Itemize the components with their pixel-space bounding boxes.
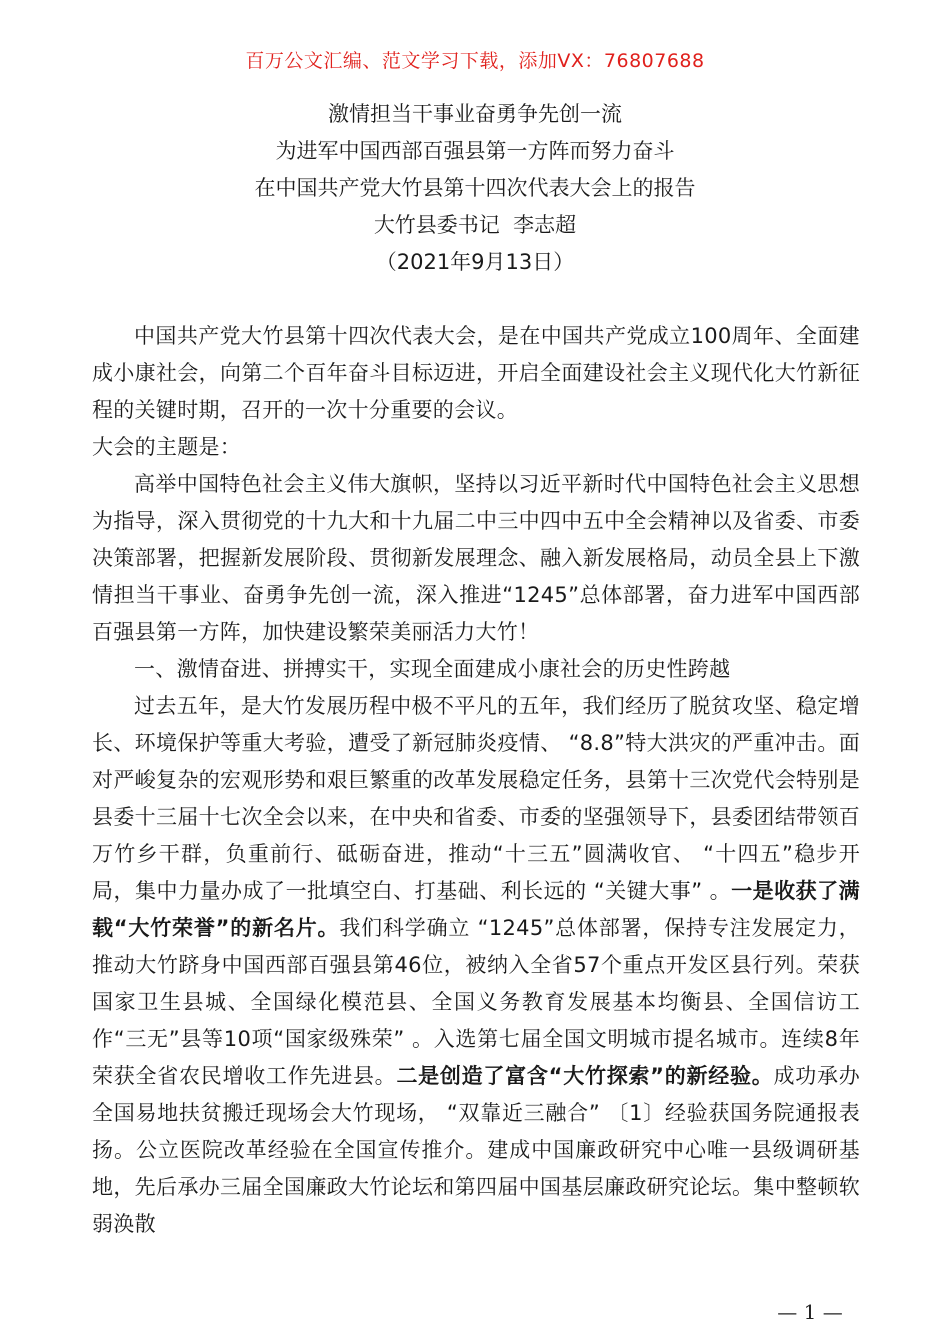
document-body bbox=[92, 318, 860, 1243]
watermark: 百万公文汇编、范文学习下载，添加VX：76807688 bbox=[245, 50, 705, 72]
highlight-2: 二是创造了富含“大竹探索”的新经验。 bbox=[396, 1064, 774, 1088]
review-text-a: 过去五年，是大竹发展历程中极不平凡的五年，我们经历了脱贫攻坚、稳定增长、环境保护等重大考验，遭受了新冠肺炎疫情、 “8.8”特大洪灾的严重冲击。面对严峻复杂的宏观形势和艰巨繁重的改革发展稳定任务，县第十三次党代会特别是县委十三届十七次全会以来，在中央和省委、市委的坚强领导下，县委团结带领百万竹乡干群，负重前行、砥砺奋进，推动“十三五”圆满收官、 “十四五”稳步开局，集中力量办成了一批填空白、打基础、利长远的 “关键大事” 。 bbox=[92, 694, 860, 903]
review-text-c: 我们科学确立 “1245”总体部署，保持专注发展定力，推动大竹跻身中国西部百强县第46位，被纳入全省57个重点开发区县行列。荣获国家卫生县城、全国绿化模范县、全国义务教育发展基本均衡县、全国信访工作“三无”县等10项“国家级殊荣” 。入选第七届全国文明城市提名城市。连续8年荣获全省农民增收工作先进县。 bbox=[92, 916, 861, 1088]
title-line-3: 在中国共产党大竹县第十四次代表大会上的报告 bbox=[254, 176, 696, 200]
title-line-1: 激情担当干事业奋勇争先创一流 bbox=[328, 102, 622, 126]
paragraph-intro: 中国共产党大竹县第十四次代表大会，是在中国共产党成立100周年、全面建成小康社会，向第二个百年奋斗目标迈进，开启全面建设社会主义现代化大竹新征程的关键时期，召开的一次十分重要的会议。 bbox=[92, 324, 860, 422]
section-heading-1: 一、激情奋进、拼搏实干，实现全面建成小康社会的历史性跨越 bbox=[134, 657, 731, 681]
paragraph-review bbox=[92, 688, 860, 1243]
document-title-block bbox=[0, 96, 950, 281]
page-number: — 1 — bbox=[777, 1300, 843, 1324]
paragraph-theme-label: 大会的主题是： bbox=[92, 435, 242, 459]
highlight-1: 一是收获了满载“大竹荣誉”的新名片。 bbox=[92, 879, 860, 940]
date-line: （2021年9月13日） bbox=[375, 250, 575, 274]
paragraph-theme: 高举中国特色社会主义伟大旗帜，坚持以习近平新时代中国特色社会主义思想为指导，深入贯彻党的十九大和十九届二中三中四中五中全会精神以及省委、市委决策部署，把握新发展阶段、贯彻新发展理念、融入新发展格局，动员全县上下激情担当干事业、奋勇争先创一流，深入推进“1245”总体部署，奋力进军中国西部百强县第一方阵，加快建设繁荣美丽活力大竹！ bbox=[92, 472, 860, 644]
title-line-2: 为进军中国西部百强县第一方阵而努力奋斗 bbox=[275, 139, 675, 163]
review-text-e: 成功承办全国易地扶贫搬迁现场会大竹现场， “双靠近三融合” 〔1〕经验获国务院通报表扬。公立医院改革经验在全国宣传推介。建成中国廉政研究中心唯一县级调研基地，先后承办三届全国廉政大竹论坛和第四届中国基层廉政研究论坛。集中整顿软弱涣散 bbox=[92, 1064, 860, 1236]
author-line: 大竹县委书记 李志超 bbox=[373, 213, 577, 237]
